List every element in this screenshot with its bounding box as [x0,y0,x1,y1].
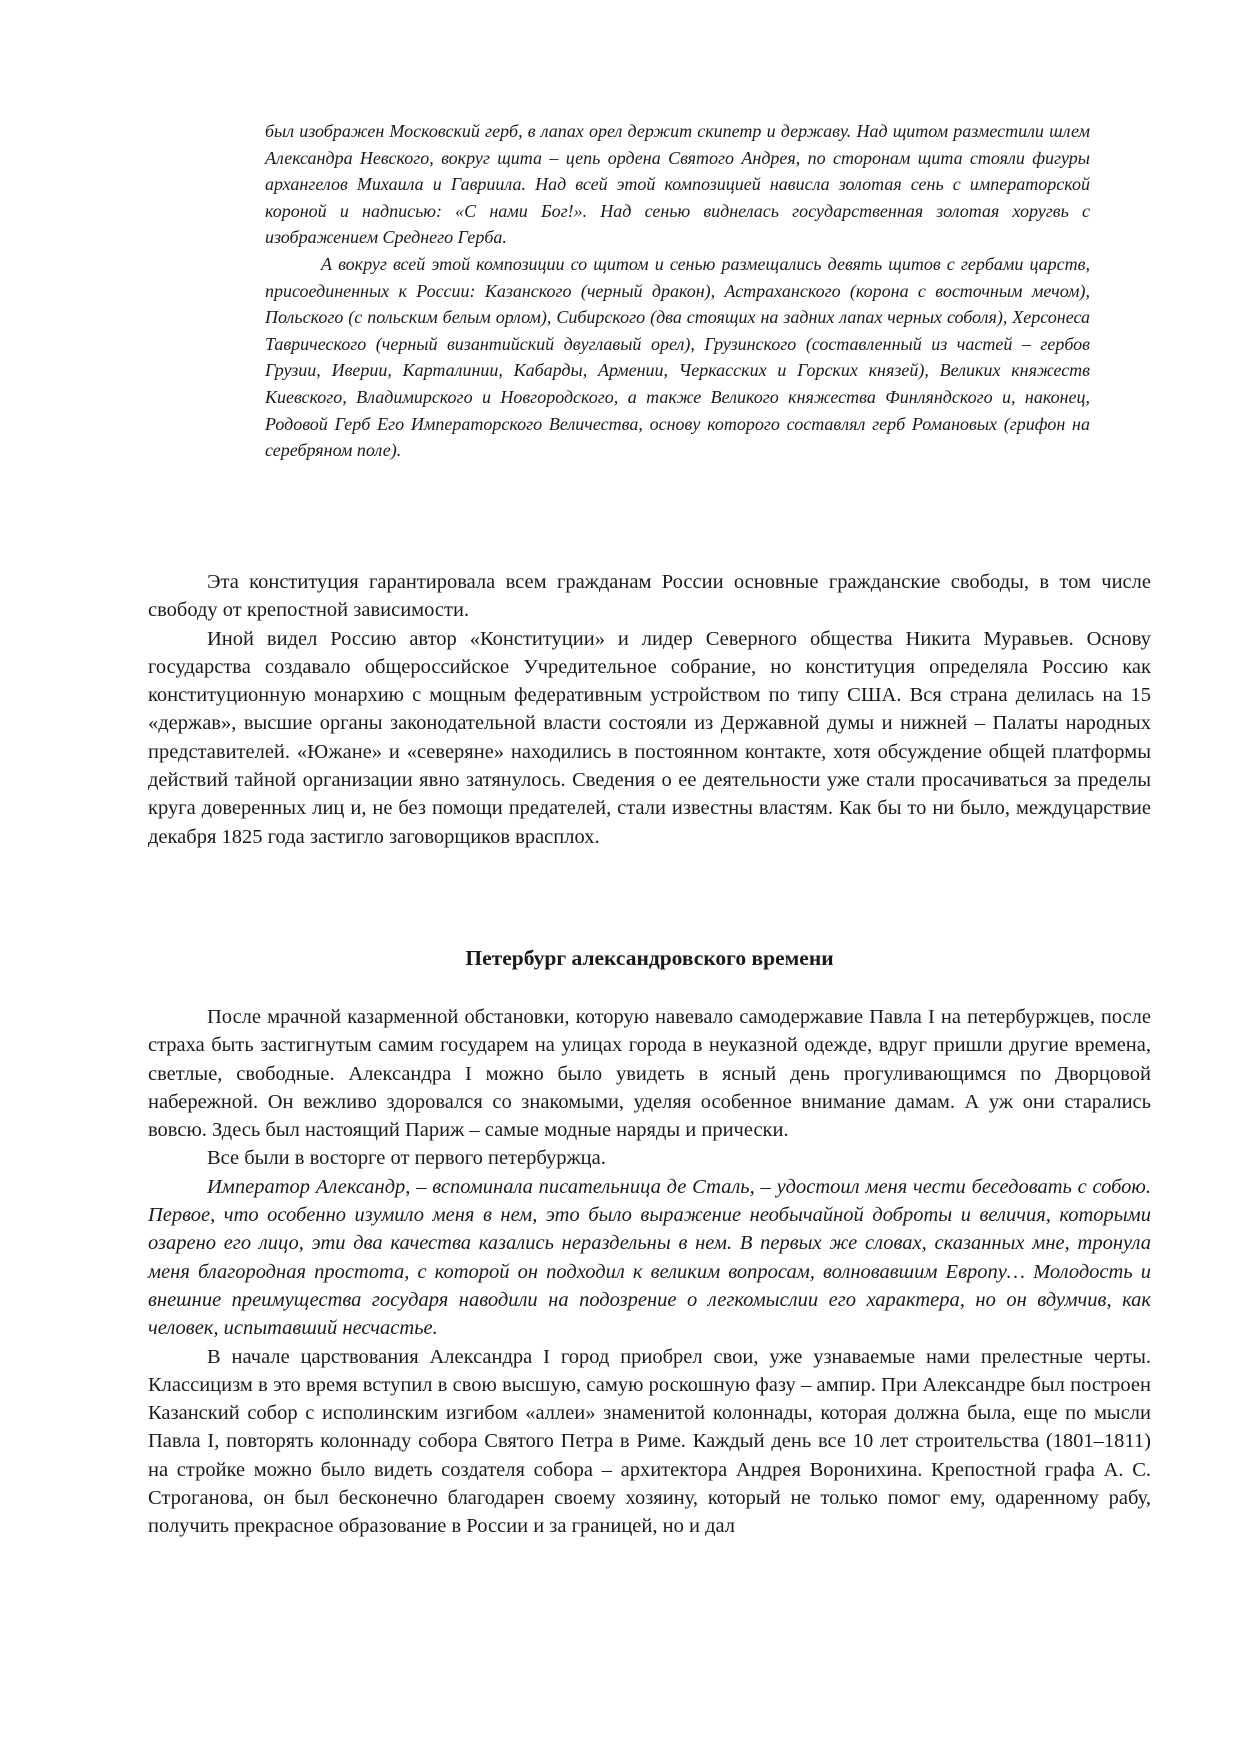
paragraph-de-stael-quote: Император Александр, – вспоминала писательница де Сталь, – удостоил меня чести беседовать с собою. Первое, что особенно изумило меня в нем, это было выражение необычайной доброты и величия, которыми озарено его лицо, эти два качества казались нераздельны в нем. В первых же словах, сказанных мне, тронула меня благородная простота, с которой он подходил к великим вопросам, волновавшим Европу… Молодость и внешние преимущества государя наводили на подозрение о легкомыслии его характера, но он вдумчив, как человек, испытавший несчастье. [148,1175,1151,1340]
paragraph-empire-style: В начале царствования Александра I город приобрел свои, уже узнаваемые нами прелестные черты. Классицизм в это время вступил в свою высшую, самую роскошную фазу – ампир. При Александре был построен Казанский собор с исполинским изгибом «аллеи» знаменитой колоннады, которая должна была, еще по мысли Павла I, повторять колоннаду собора Святого Петра в Риме. Каждый день все 10 лет строительства (1801–1811) на стройке можно было видеть создателя собора – архитектора Андрея Воронихина. Крепостной графа А. С. Строганова, он был бесконечно благодарен своему хозяину, который не только помог ему, одаренному рабу, получить прекрасное образование в России и за границей, но и дал [148,1345,1151,1538]
paragraph-all-delighted: Все были в восторге от первого петербуржца. [207,1147,606,1170]
italic-quote-block [265,118,1090,464]
paragraph-constitution-freedoms: Эта конституция гарантировала всем гражданам России основные гражданские свободы, в том числе свободу от крепостной зависимости. [148,571,1151,622]
paragraph-muravyev-constitution: Иной видел Россию автор «Конституции» и лидер Северного общества Никита Муравьев. Основу государства создавало общероссийское Учредительное собрание, но конституция определяла Россию как конституционную монархию с мощным федеративным устройством по типу США. Вся страна делилась на 15 «держав», высшие органы законодательной власти состояли из Державной думы и нижней – Палаты народных представителей. «Южане» и «северяне» находились в постоянном контакте, хотя обсуждение общей платформы действий тайной организации явно затянулось. Сведения о ее деятельности уже стали просачиваться за пределы круга доверенных лиц и, не без помощи предателей, стали известны властям. Как бы то ни было, междуцарствие декабря 1825 года застигло заговорщиков врасплох. [148,627,1151,848]
paragraph-after-paul: После мрачной казарменной обстановки, которую навевало самодержавие Павла I на петербуржцев, после страха быть застигнутым самим государем на улицах города в неуказной одежде, вдруг пришли другие времена, светлые, свободные. Александра I можно было увидеть в ясный день прогуливающимся по Дворцовой набережной. Он вежливо здоровался со знакомыми, уделяя особенное внимание дамам. А уж они старались вовсю. Здесь был настоящий Париж – самые модные наряды и прически. [148,1006,1151,1142]
body-text-upper [148,568,1151,851]
quote-paragraph-coat-of-arms: был изображен Московский герб, в лапах орел держит скипетр и державу. Над щитом разместили шлем Александра Невского, вокруг щита – цепь ордена Святого Андрея, по сторонам щита стояли фигуры архангелов Михаила и Гавриила. Над всей этой композицией нависла золотая сень с императорской короной и надписью: «С нами Бог!». Над сенью виднелась государственная золотая хоругвь с изображением Среднего Герба. [265,121,1090,248]
body-text-lower [148,1003,1151,1541]
quote-paragraph-nine-shields: А вокруг всей этой композиции со щитом и сенью размещались девять щитов с гербами царств, присоединенных к России: Казанского (черный дракон), Астраханского (корона с восточным мечом), Польского (с польским белым орлом), Сибирского (два стоящих на задних лапах черных соболя), Херсонеса Таврического (черный византийский двуглавый орел), Грузинского (составленный из частей – гербов Грузии, Иверии, Карталинии, Кабарды, Армении, Черкасских и Горских князей), Великих княжеств Киевского, Владимирского и Новгородского, а также Великого княжества Финляндского и, наконец, Родовой Герб Его Императорского Величества, основу которого составлял герб Романовых (грифон на серебряном поле). [265,253,1090,461]
section-heading: Петербург александровского времени [465,946,834,970]
